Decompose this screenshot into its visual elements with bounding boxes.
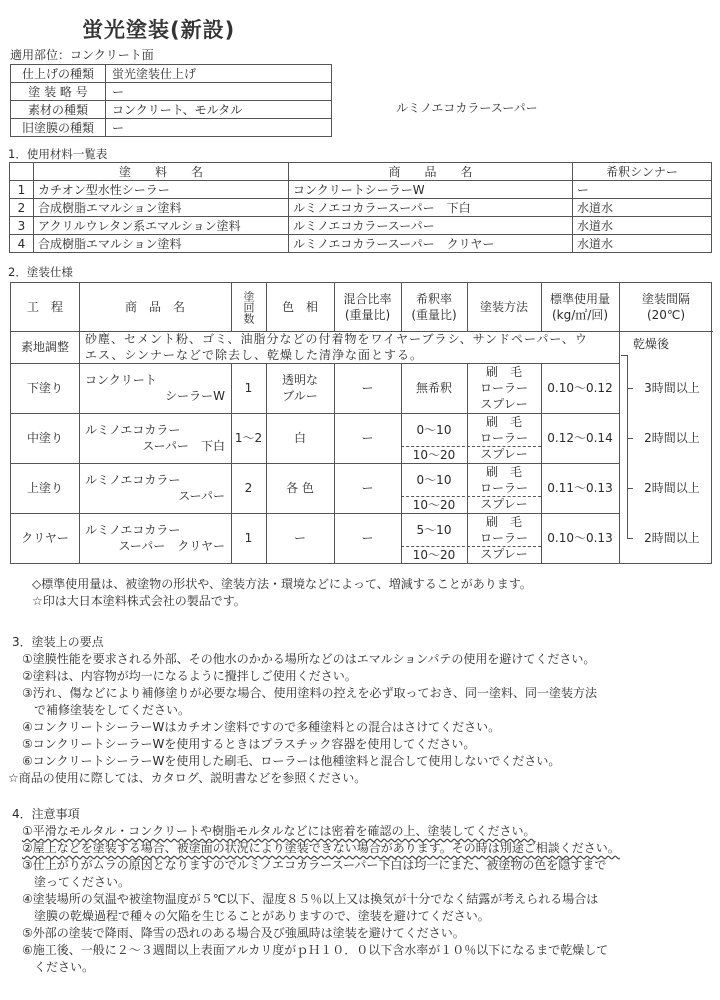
row-usage: 0.10～0.12 (547, 381, 613, 395)
row-dilution-spray: 10～20 (412, 497, 456, 512)
section4-heading: 4．注意事項 (12, 807, 80, 821)
row-thinner: ー (573, 181, 712, 199)
divider (231, 463, 232, 513)
caution-item: ③仕上がりがムラの原因となりますのでルミノエコカラースーパー下白は均一にまた、被塗物の色を隠すまで (22, 858, 607, 872)
info-row (11, 101, 332, 119)
section3 (8, 634, 598, 787)
divider (541, 363, 542, 413)
header-mix (334, 283, 401, 331)
divider (79, 283, 80, 331)
divider (79, 363, 80, 413)
row-coats: 2 (244, 481, 253, 495)
row-product (79, 363, 231, 413)
divider (541, 513, 542, 563)
caution-item: ①平滑なモルタル・コンクリートや樹脂モルタルなどには密着を確認の上、塗装してください。 (22, 824, 536, 838)
caution-item: 塗ってください。 (22, 875, 131, 889)
row-no: 3 (10, 217, 34, 235)
interval-bracket (627, 355, 628, 538)
point-item: ⑥コンクリートシーラーWを使用した刷毛、ローラーは他種塗料と混合して使用しないでください。 (22, 754, 561, 768)
row-no: 2 (10, 199, 34, 217)
divider (619, 363, 620, 413)
table-row (10, 199, 712, 217)
row-interval: 2時間以上 (644, 531, 700, 545)
row-interval: 2時間以上 (644, 481, 700, 495)
header-interval-line: (20℃) (646, 308, 686, 322)
divider (334, 363, 335, 413)
divider (401, 513, 402, 563)
divider (231, 363, 232, 413)
header-color: 色 相 (281, 300, 318, 314)
caution-item: ⑥施工後、一般に２～３週間以上表面アルカリ度がｐＨ１０．０以下含水率が１０％以下になるまで乾燥して (22, 943, 609, 957)
spec-table (10, 282, 712, 564)
info-row (11, 119, 332, 137)
divider (401, 463, 402, 513)
row-paint: 合成樹脂エマルション塗料 (34, 199, 289, 217)
divider (541, 413, 542, 463)
bracket-tick (627, 538, 633, 539)
info-key: 旧塗膜の種類 (11, 119, 106, 137)
row-paint: 合成樹脂エマルション塗料 (34, 235, 289, 253)
divider (401, 363, 402, 413)
row-color: 各 色 (286, 481, 314, 495)
info-key: 仕上げの種類 (11, 65, 106, 83)
header-interval-line: 塗装間隔 (641, 292, 690, 306)
divider (619, 331, 620, 363)
row-method-line: スプレー (480, 497, 528, 511)
row-dilution-brush: 0～10 (416, 472, 452, 487)
header-usage (541, 283, 619, 331)
info-key: 素材の種類 (11, 101, 106, 119)
row-product (79, 413, 231, 463)
row-thinner: 水道水 (573, 217, 712, 235)
divider (266, 463, 267, 513)
row-method-line: 刷 毛 (485, 465, 522, 479)
row-no: 1 (10, 181, 34, 199)
caution-item: ⑤外部の塗装で降雨、降雪の恐れのある場合及び強風時は塗装を避けてください。 (22, 926, 465, 940)
divider (79, 331, 80, 363)
row-method-line: 刷 毛 (485, 515, 522, 529)
row-thinner: 水道水 (573, 235, 712, 253)
header-process: 工 程 (26, 300, 63, 314)
point-item: ②塗料は、内容物が均一になるように攪拌しご使用ください。 (22, 669, 357, 683)
divider (334, 513, 335, 563)
section3-heading: 3．塗装上の要点 (12, 635, 104, 649)
row-mix: ー (361, 531, 374, 545)
row-interval: 3時間以上 (644, 381, 700, 395)
header-dilution (401, 283, 467, 331)
row-dilution-brush: 5～10 (416, 522, 452, 537)
row-product-line: コンクリート (85, 373, 157, 387)
point-item: ④コンクリートシーラーWはカチオン塗料ですので多種塗料との混合はさけてください。 (22, 720, 501, 734)
spec-footnotes (32, 576, 532, 610)
info-row (11, 65, 332, 83)
divider (541, 283, 542, 331)
row-mix: ー (361, 431, 374, 445)
prep-description (79, 331, 619, 363)
row-dilution-spray: 10～20 (412, 547, 456, 562)
divider (266, 283, 267, 331)
divider (401, 413, 402, 463)
caution-item: ④塗装場所の気温や被塗物温度が５℃以下、湿度８５％以上又は換気が十分でなく結露が考えられる場合は (22, 892, 599, 906)
product-label: ルミノエコカラースーパー (396, 101, 538, 115)
row-product: ルミノエコカラースーパー 下白 (289, 199, 573, 217)
divider (266, 413, 267, 463)
divider (231, 413, 232, 463)
row-product-line: ルミノエコカラー (85, 523, 181, 537)
row-color (266, 363, 334, 413)
prep-description-line: 砂塵、セメント粉、ゴミ、油脂分などの付着物をワイヤーブラシ、サンドペーパー、ウ (85, 332, 588, 346)
divider (334, 463, 335, 513)
caution-item: 塗膜の乾燥過程で種々の欠陥を生じることがありますので、塗装を避けてください。 (22, 909, 490, 923)
row-usage: 0.10～0.13 (547, 531, 613, 545)
header-interval (619, 283, 713, 331)
divider (266, 513, 267, 563)
row-method (467, 513, 541, 563)
table-row (10, 181, 712, 199)
footnote: ◇標準使用量は、被塗物の形状や、塗装方法・環境などによって、増減することがあります。 (32, 577, 532, 591)
usage-note: ☆商品の使用に際しては、カタログ、説明書などを参照ください。 (8, 771, 367, 785)
row-method-line: スプレー (480, 547, 528, 561)
header-usage-line: (kg/㎡/回) (551, 308, 609, 322)
info-table (10, 64, 332, 137)
row-product-line: スーパー (178, 489, 225, 503)
section4 (12, 806, 620, 976)
row-coats: 1～2 (234, 431, 263, 445)
info-key: 塗 装 略 号 (11, 83, 106, 101)
row-color: ー (293, 531, 306, 545)
row-product-line: スーパー クリヤー (118, 539, 225, 553)
row-method (467, 413, 541, 463)
header-product: 商 品 名 (289, 163, 573, 181)
row-method-line: スプレー (480, 447, 528, 461)
divider (401, 283, 402, 331)
header-coats: 塗回数 (242, 290, 255, 324)
row-product: コンクリートシーラーW (289, 181, 573, 199)
divider (467, 363, 468, 413)
row-color-line: ブルー (282, 389, 318, 403)
caution-item: ください。 (22, 960, 95, 974)
row-color-line: 透明な (281, 373, 318, 387)
row-product: ルミノエコカラースーパー (289, 217, 573, 235)
row-method (467, 363, 541, 413)
row-method-line: ローラー (479, 531, 528, 545)
divider (334, 283, 335, 331)
header-usage-line: 標準使用量 (549, 292, 610, 306)
point-item: ①塗膜性能を要求される外部、その他水のかかる場所などのはエマルションパテの使用を避けてください。 (22, 652, 596, 666)
header-thinner: 希釈シンナー (573, 163, 712, 181)
row-color: 白 (293, 431, 306, 445)
row-process: クリヤー (21, 531, 69, 545)
divider (467, 413, 468, 463)
divider (334, 413, 335, 463)
row-process: 上塗り (26, 481, 63, 495)
header-paint: 塗 料 名 (34, 163, 289, 181)
divider (619, 283, 620, 331)
row-method-line: ローラー (479, 381, 528, 395)
table-row (10, 235, 712, 253)
section2-heading: 2．塗装仕様 (8, 265, 73, 279)
row-product-line: シーラーW (165, 389, 225, 403)
section1-heading: 1．使用材料一覧表 (8, 147, 108, 161)
row-mix: ー (361, 381, 374, 395)
footnote: ☆印は大日本塗料株式会社の製品です。 (32, 594, 246, 608)
row-usage: 0.12～0.14 (547, 431, 613, 445)
divider (467, 463, 468, 513)
point-item: で補修塗装をしてください。 (22, 703, 191, 717)
row-mix: ー (361, 481, 374, 495)
header-method: 塗装方法 (479, 300, 528, 314)
row-coats: 1 (244, 531, 253, 545)
divider (619, 463, 620, 513)
divider (231, 513, 232, 563)
row-product-line: ルミノエコカラー (85, 423, 181, 437)
divider (79, 413, 80, 463)
row-process: 下塗り (26, 381, 63, 395)
header-product: 商 品 名 (124, 300, 185, 314)
row-method-line: 刷 毛 (485, 365, 522, 379)
info-row (11, 83, 332, 101)
caution-item: ②屋上などを塗装する場合、被塗面の状況により塗装できない場合があります。その時は別途ご相談ください。 (22, 841, 620, 855)
row-coats: 1 (244, 381, 253, 395)
divider (79, 513, 80, 563)
application-area: 適用部位：コンクリート面 (10, 48, 154, 62)
divider (619, 513, 620, 563)
header-mix-line: (重量比) (344, 308, 391, 322)
info-value: ー (106, 119, 332, 137)
divider (619, 413, 620, 463)
row-method-line: スプレー (480, 397, 528, 411)
row-paint: アクリルウレタン系エマルション塗料 (34, 217, 289, 235)
divider (467, 513, 468, 563)
materials-table (9, 162, 712, 253)
row-process: 中塗り (26, 431, 63, 445)
row-product: ルミノエコカラースーパー クリヤー (289, 235, 573, 253)
divider (467, 283, 468, 331)
info-value: 蛍光塗装仕上げ (106, 65, 332, 83)
row-usage: 0.11～0.13 (547, 481, 613, 495)
prep-process: 素地調整 (20, 340, 69, 354)
header-dilution-line: (重量比) (411, 308, 457, 322)
row-method-line: 刷 毛 (485, 415, 522, 429)
materials-header (10, 163, 712, 181)
divider (541, 463, 542, 513)
row-product-line: ルミノエコカラー (85, 473, 181, 487)
divider (79, 463, 80, 513)
divider (266, 363, 267, 413)
row-no: 4 (10, 235, 34, 253)
header-mix-line: 混合比率 (343, 292, 392, 306)
divider (231, 283, 232, 331)
row-method-line: ローラー (479, 481, 528, 495)
header-no (10, 163, 34, 181)
page-title: 蛍光塗装(新設) (82, 18, 236, 42)
prep-description-line: エス、シンナーなどで除去し、乾燥した清浄な面とする。 (85, 348, 424, 362)
row-method-line: ローラー (479, 431, 528, 445)
bracket-top (621, 355, 627, 356)
table-row (10, 217, 712, 235)
info-value: コンクリート、モルタル (106, 101, 332, 119)
row-dilution-spray: 10～20 (412, 447, 456, 462)
row-product (79, 463, 231, 513)
row-interval: 2時間以上 (644, 431, 700, 445)
row-paint: カチオン型水性シーラー (34, 181, 289, 199)
info-value: ー (106, 83, 332, 101)
prep-interval: 乾燥後 (633, 337, 670, 351)
point-item: ⑤コンクリートシーラーWを使用するときはプラスチック容器を使用してください。 (22, 737, 476, 751)
row-thinner: 水道水 (573, 199, 712, 217)
header-dilution-line: 希釈率 (415, 292, 452, 306)
point-item: ③汚れ、傷などにより補修塗りが必要な場合、使用塗料の控えを必ず取っておき、同一塗料、同一塗装方法 (22, 686, 598, 700)
row-method (467, 463, 541, 513)
row-product (79, 513, 231, 563)
row-dilution: 無希釈 (415, 381, 452, 395)
row-dilution-brush: 0～10 (416, 422, 452, 437)
row-product-line: スーパー 下白 (142, 439, 225, 453)
